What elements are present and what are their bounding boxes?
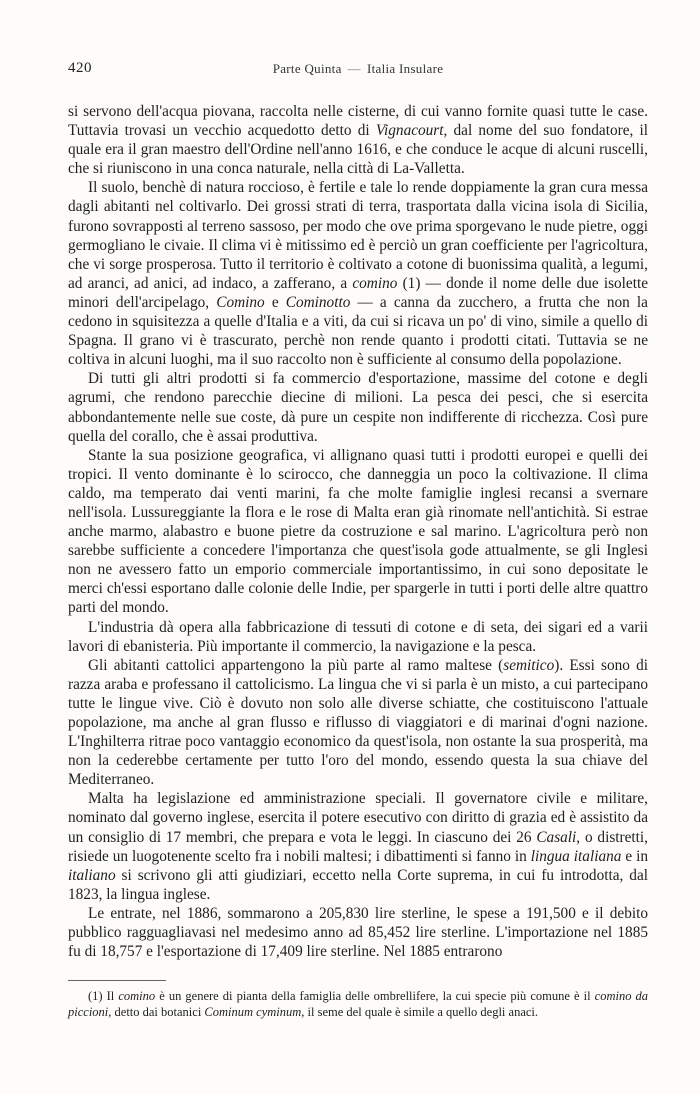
italic-term: italiano (68, 866, 116, 884)
running-head-section: Italia Insulare (366, 61, 444, 76)
italic-term: semitico (503, 656, 555, 674)
italic-term: Cominotto (285, 293, 351, 311)
italic-term: Casali (536, 828, 577, 846)
paragraph: Malta ha legislazione ed amministrazione speciali. Il governatore civile e militare, nominato dal governo inglese, esercita il potere esecutivo con diritto di grazia ed è assistito da un consiglio di 17 membri, che prepara e vota le leggi. In ciascuno dei 26 Casali, o distretti, risiede un luogotenente scelto fra i nobili maltesi; i dibattimenti si fanno in lingua italiana e in italiano si scrivono gli atti giudiziari, eccetto nella Corte suprema, in cui fu introdotta, dal 1823, la lingua inglese. (68, 790, 649, 903)
footnote: (1) Il comino è un genere di pianta della famiglia delle ombrellifere, la cui specie più comune è il comino da piccioni, detto dai botanici Cominum cyminum, il seme del quale è simile a quello degli anaci. (68, 989, 649, 1019)
paragraph: Stante la sua posizione geografica, vi allignano quasi tutti i prodotti europei e quelli dei tropici. Il vento dominante è lo scirocco, che danneggia un poco la coltivazione. Il clima caldo, ma temperato dai venti marini, fa che molte famiglie inglesi recansi a svernare nell'isola. Lussureggiante la flora e le rose di Malta eran già rinomate nell'antichità. Si estrae anche marmo, alabastro e buone pietre da costruzione e sal marino. L'agricoltura però non sarebbe sufficiente a concedere l'importanza che quest'isola gode attualmente, se gli Inglesi non ne avessero fatto un emporio commerciale importantissimo, in cui sono depositate le merci ch'essi esportano dalle colonie delle Indie, per spargerle in tutti i porti delle altre quattro parti del mondo. (68, 446, 648, 617)
italic-term: comino (352, 274, 398, 292)
paragraph: Di tutti gli altri prodotti si fa commercio d'esportazione, massime del cotone e degli agrumi, che rendono parecchie diecine di milioni. La pesca dei pesci, che si esercita abbondantemente nelle sue coste, dà pure un cespite non indifferente di ricchezza. Così pure quella del corallo, che è assai produttiva. (68, 370, 648, 445)
italic-term: Vignacourt (375, 122, 444, 140)
paragraph: Le entrate, nel 1886, sommarono a 205,830 lire sterline, le spese a 191,500 e il debito pubblico ragguagliavasi nel medesimo anno ad 85,452 lire sterline. L'importazione nel 1885 fu di 18,757 e l'esportazione di 17,409 lire sterline. Nel 1885 entrarono (68, 904, 648, 961)
paragraph: si servono dell'acqua piovana, raccolta nelle cisterne, di cui vanno fornite quasi tutte le case. Tuttavia trovasi un vecchio acquedotto detto di Vignacourt, dal nome del suo fondatore, il quale era il gran maestro dell'Ordine nell'anno 1616, e che conduce le acque di alcuni ruscelli, che si riuniscono in una conca naturale, nella città di La-Valletta. (68, 103, 648, 178)
running-head (68, 61, 648, 77)
paragraph: Gli abitanti cattolici appartengono la più parte al ramo maltese (semitico). Essi sono di razza araba e professano il cattolicismo. La lingua che vi si parla è un misto, a cui partecipano tutte le lingue vive. Ciò è dovuto non solo alle diverse schiatte, che costituiscono l'attuale popolazione, ma anche al gran flusso e riflusso di viaggiatori e di marinai d'ogni nazione. L'Inghilterra ritrae poco vantaggio economico da quest'isola, non ostante la sua prosperità, ma non la cederebbe certamente per tutto l'oro del mondo, essendo questa la sua chiave del Mediterraneo. (68, 656, 649, 789)
body-text (68, 102, 648, 961)
italic-term: Comino (216, 293, 265, 311)
italic-term: Cominum cyminum (204, 1005, 302, 1019)
running-head-part: Parte Quinta (272, 61, 342, 76)
italic-term: lingua italiana (530, 847, 622, 865)
running-head-separator: — (347, 61, 361, 76)
paragraph: Il suolo, benchè di natura roccioso, è fertile e tale lo rende doppiamente la gran cura messa dagli abitanti nel coltivarlo. Dei grossi strati di terra, trasportata dalla vicina isola di Sicilia, furono sovrapposti al terreno sassoso, per modo che ove prima sporgevano le nude pietre, oggi germogliano le civaie. Il clima vi è mitissimo ed è perciò un gran coefficiente per l'agricoltura, che vi sorge prosperosa. Tutto il territorio è coltivato a cotone di buonissima qualità, a legumi, ad aranci, ad anici, ad indaco, a zafferano, a comino (1) — donde il nome delle due isolette minori dell'arcipelago, Comino e Cominotto — a canna da zucchero, a frutta che non la cedono in squisitezza a quelle d'Italia e a viti, da cui si ricava un po' di vino, simile a quello di Spagna. Il grano vi è trascurato, perchè non rende quanto i prodotti citati. Tuttavia se ne coltiva in alcuni luoghi, ma il suo raccolto non è sufficiente al consumo della popolazione. (68, 179, 649, 369)
italic-term: comino (118, 989, 156, 1003)
page-header (68, 60, 648, 82)
footnote-rule (68, 980, 166, 981)
paragraph: L'industria dà opera alla fabbricazione di tessuti di cotone e di seta, dei sigari ed a varii lavori di ebanisteria. Più importante il commercio, la navigazione e la pesca. (68, 618, 648, 655)
page-number: 420 (68, 60, 92, 76)
italic-term: comino da piccioni (68, 989, 649, 1019)
